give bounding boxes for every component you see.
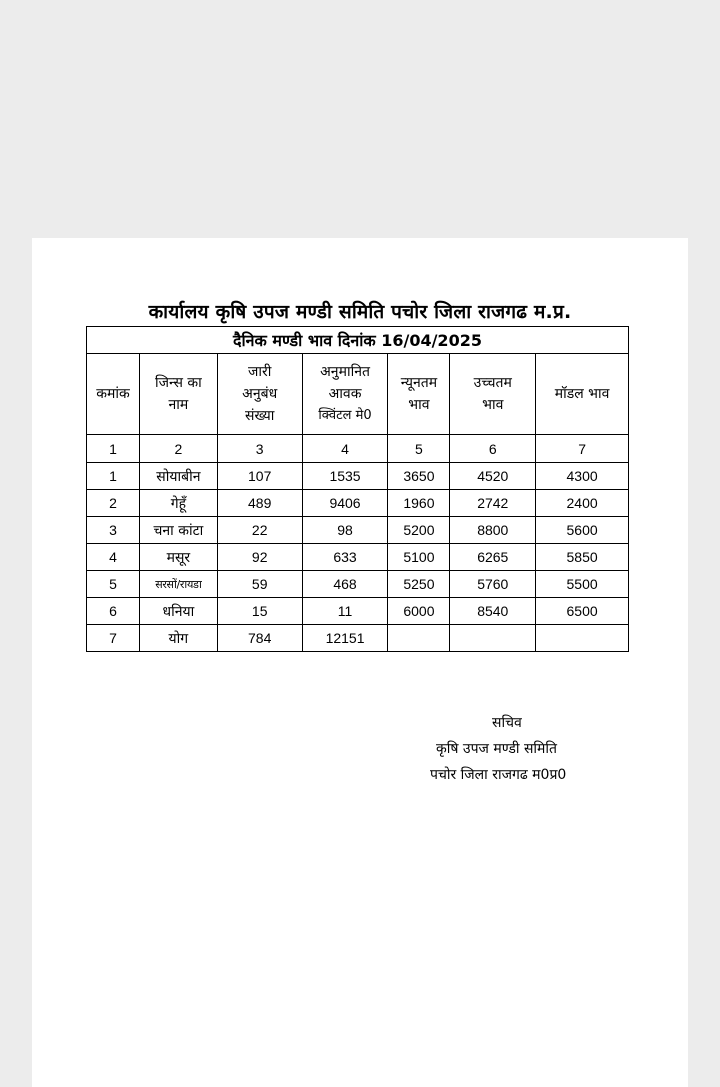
column-header-line3: संख्या [245,408,275,424]
column-header [536,354,629,435]
cell-min: 1960 [388,490,450,517]
cell-crop: धनिया [139,598,217,625]
cell-sno: 6 [87,598,140,625]
cell-sno: 4 [87,544,140,571]
cell-modal: 5600 [536,517,629,544]
cell-min: 5250 [388,571,450,598]
table-header-row [87,354,629,435]
cell-contracts: 59 [217,571,302,598]
cell-sno: 7 [87,625,140,652]
cell-crop: चना कांटा [139,517,217,544]
column-header-line1: जारी [248,364,272,380]
table-row [87,490,629,517]
rates-subtitle: दैनिक मण्डी भाव दिनांक 16/04/2025 [87,327,629,354]
cell-arrival: 12151 [302,625,388,652]
column-number: 5 [388,435,450,463]
table-row [87,463,629,490]
column-header-line1: मॉडल भाव [554,386,610,402]
cell-sno: 2 [87,490,140,517]
column-header-line2: आवक [328,386,362,402]
signature-location: पचोर जिला राजगढ म0प्र0 [430,767,567,783]
cell-modal [536,625,629,652]
column-header [450,354,536,435]
column-header-line2: भाव [482,397,504,413]
cell-contracts: 784 [217,625,302,652]
cell-crop: मसूर [139,544,217,571]
cell-crop: सोयाबीन [139,463,217,490]
column-header-line2: अनुबंध [242,386,278,402]
column-header-line3: क्विंटल मे0 [318,408,372,423]
column-header-line1: जिन्स का [154,375,202,391]
cell-max: 2742 [450,490,536,517]
column-header [87,354,140,435]
cell-max: 8800 [450,517,536,544]
cell-max: 4520 [450,463,536,490]
column-number: 6 [450,435,536,463]
cell-min: 3650 [388,463,450,490]
column-header-line2: भाव [408,397,430,413]
cell-crop: सरसों/रायडा [139,571,217,598]
column-header [388,354,450,435]
table-row [87,571,629,598]
cell-sno: 1 [87,463,140,490]
column-header [302,354,388,435]
column-header-line1: कमांक [96,386,130,402]
cell-sno: 3 [87,517,140,544]
cell-modal: 5850 [536,544,629,571]
signature-office: कृषि उपज मण्डी समिति [436,741,558,757]
column-number: 3 [217,435,302,463]
signature-designation: सचिव [492,715,522,731]
cell-contracts: 92 [217,544,302,571]
column-header-line1: न्यूनतम [400,375,438,391]
table-row [87,598,629,625]
office-title: कार्यालय कृषि उपज मण्डी समिति पचोर जिला राजगढ म.प्र. [148,301,572,323]
cell-modal: 2400 [536,490,629,517]
cell-crop: योग [139,625,217,652]
cell-arrival: 1535 [302,463,388,490]
cell-min: 6000 [388,598,450,625]
cell-contracts: 15 [217,598,302,625]
column-header-line1: अनुमानित [320,364,370,380]
signature-block [412,710,632,788]
cell-modal: 5500 [536,571,629,598]
cell-modal: 6500 [536,598,629,625]
column-number-row [87,435,629,463]
cell-arrival: 11 [302,598,388,625]
cell-modal: 4300 [536,463,629,490]
column-number: 4 [302,435,388,463]
cell-max [450,625,536,652]
cell-max: 8540 [450,598,536,625]
table-row [87,517,629,544]
cell-contracts: 107 [217,463,302,490]
column-header [217,354,302,435]
table-row [87,544,629,571]
cell-contracts: 22 [217,517,302,544]
cell-min: 5100 [388,544,450,571]
mandi-rates-table [86,326,629,652]
cell-min: 5200 [388,517,450,544]
cell-max: 5760 [450,571,536,598]
column-header-line2: नाम [168,397,189,413]
column-number: 7 [536,435,629,463]
column-number: 2 [139,435,217,463]
column-header [139,354,217,435]
cell-contracts: 489 [217,490,302,517]
table-row [87,625,629,652]
cell-max: 6265 [450,544,536,571]
column-header-line1: उच्चतम [473,375,512,391]
cell-arrival: 468 [302,571,388,598]
cell-arrival: 9406 [302,490,388,517]
cell-min [388,625,450,652]
cell-arrival: 633 [302,544,388,571]
document-page [32,238,688,1087]
cell-crop: गेहूँ [139,490,217,517]
cell-arrival: 98 [302,517,388,544]
column-number: 1 [87,435,140,463]
cell-sno: 5 [87,571,140,598]
